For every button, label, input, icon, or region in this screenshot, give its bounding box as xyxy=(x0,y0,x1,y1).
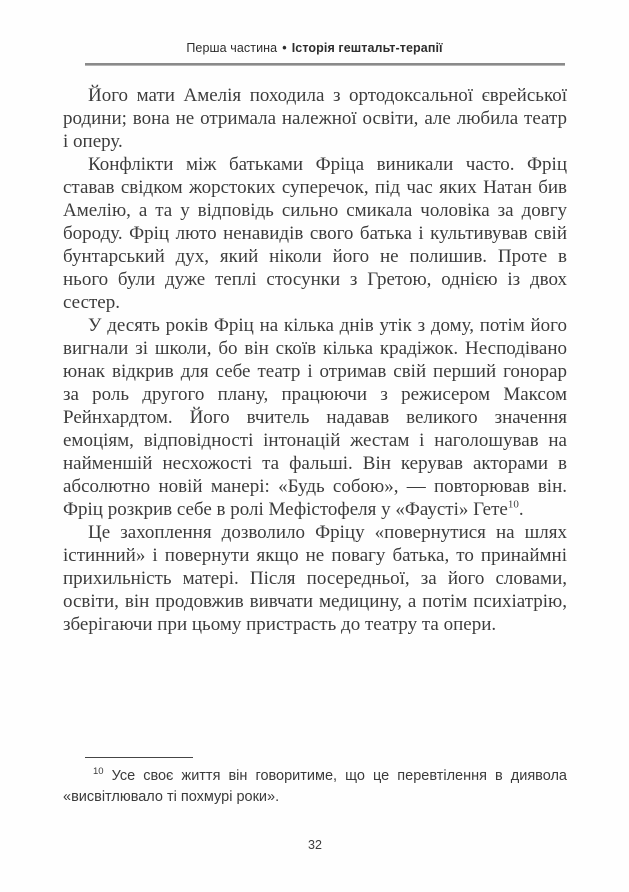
running-header-title: Історія гештальт-терапії xyxy=(291,41,443,55)
footnote-reference: 10 xyxy=(507,498,519,511)
running-header-section: Перша частина xyxy=(186,41,278,55)
running-header xyxy=(0,41,629,55)
body-text xyxy=(63,84,567,636)
paragraph: Конфлікти між батьками Фріца виникали часто. Фріц ставав свідком жорстоких суперечок, під час яких Натан бив Амелію, а та у відповідь сильно смикала чоловіка за довгу бороду. Фріц люто ненавидів свого батька і культивував свій бунтарський дух, який ніколи його не полишив. Проте в нього були дуже теплі стосунки з Гретою, однією із двох сестер. xyxy=(63,154,567,313)
paragraph: У десять років Фріц на кілька днів утік з дому, потім його вигнали зі школи, бо він скоїв кілька крадіжок. Несподівано юнак відкрив для себе театр і отримав свій перший гонорар за роль другого плану, працюючи з режисером Максом Рейнхардтом. Його вчитель надавав великого значення емоціям, відповідності інтонацій жестам і наголошував на найменшій несхожості та фальші. Він керував акторами в абсолютно новій манері: «Будь собою», — повторював він. Фріц розкрив себе в ролі Мефістофеля у «Фаусті» Гете$^{10}$. xyxy=(63,315,567,520)
header-rule xyxy=(85,63,565,66)
page-number: 32 xyxy=(308,838,322,852)
paragraph: Це захоплення дозволило Фріцу «повернутися на шлях істинний» і повернути якщо не повагу батька, то принаймні прихильність матері. Після посередньої, за його словами, освіти, він продовжив вивчати медицину, а потім психіатрію, зберігаючи при цьому пристрасть до театру та опери. xyxy=(63,522,567,635)
header-bullet-separator: • xyxy=(282,41,287,55)
footnote-marker: 10 xyxy=(93,766,104,778)
footnote xyxy=(63,766,567,808)
paragraph: Його мати Амелія походила з ортодоксальної єврейської родини; вона не отримала належної освіти, але любила театр і оперу. xyxy=(63,85,567,152)
footnote-text: Усе своє життя він говоритиме, що це перевтілення в диявола «висвітлювало ті похмурі роки». xyxy=(63,768,567,805)
footnote-rule xyxy=(85,757,193,758)
